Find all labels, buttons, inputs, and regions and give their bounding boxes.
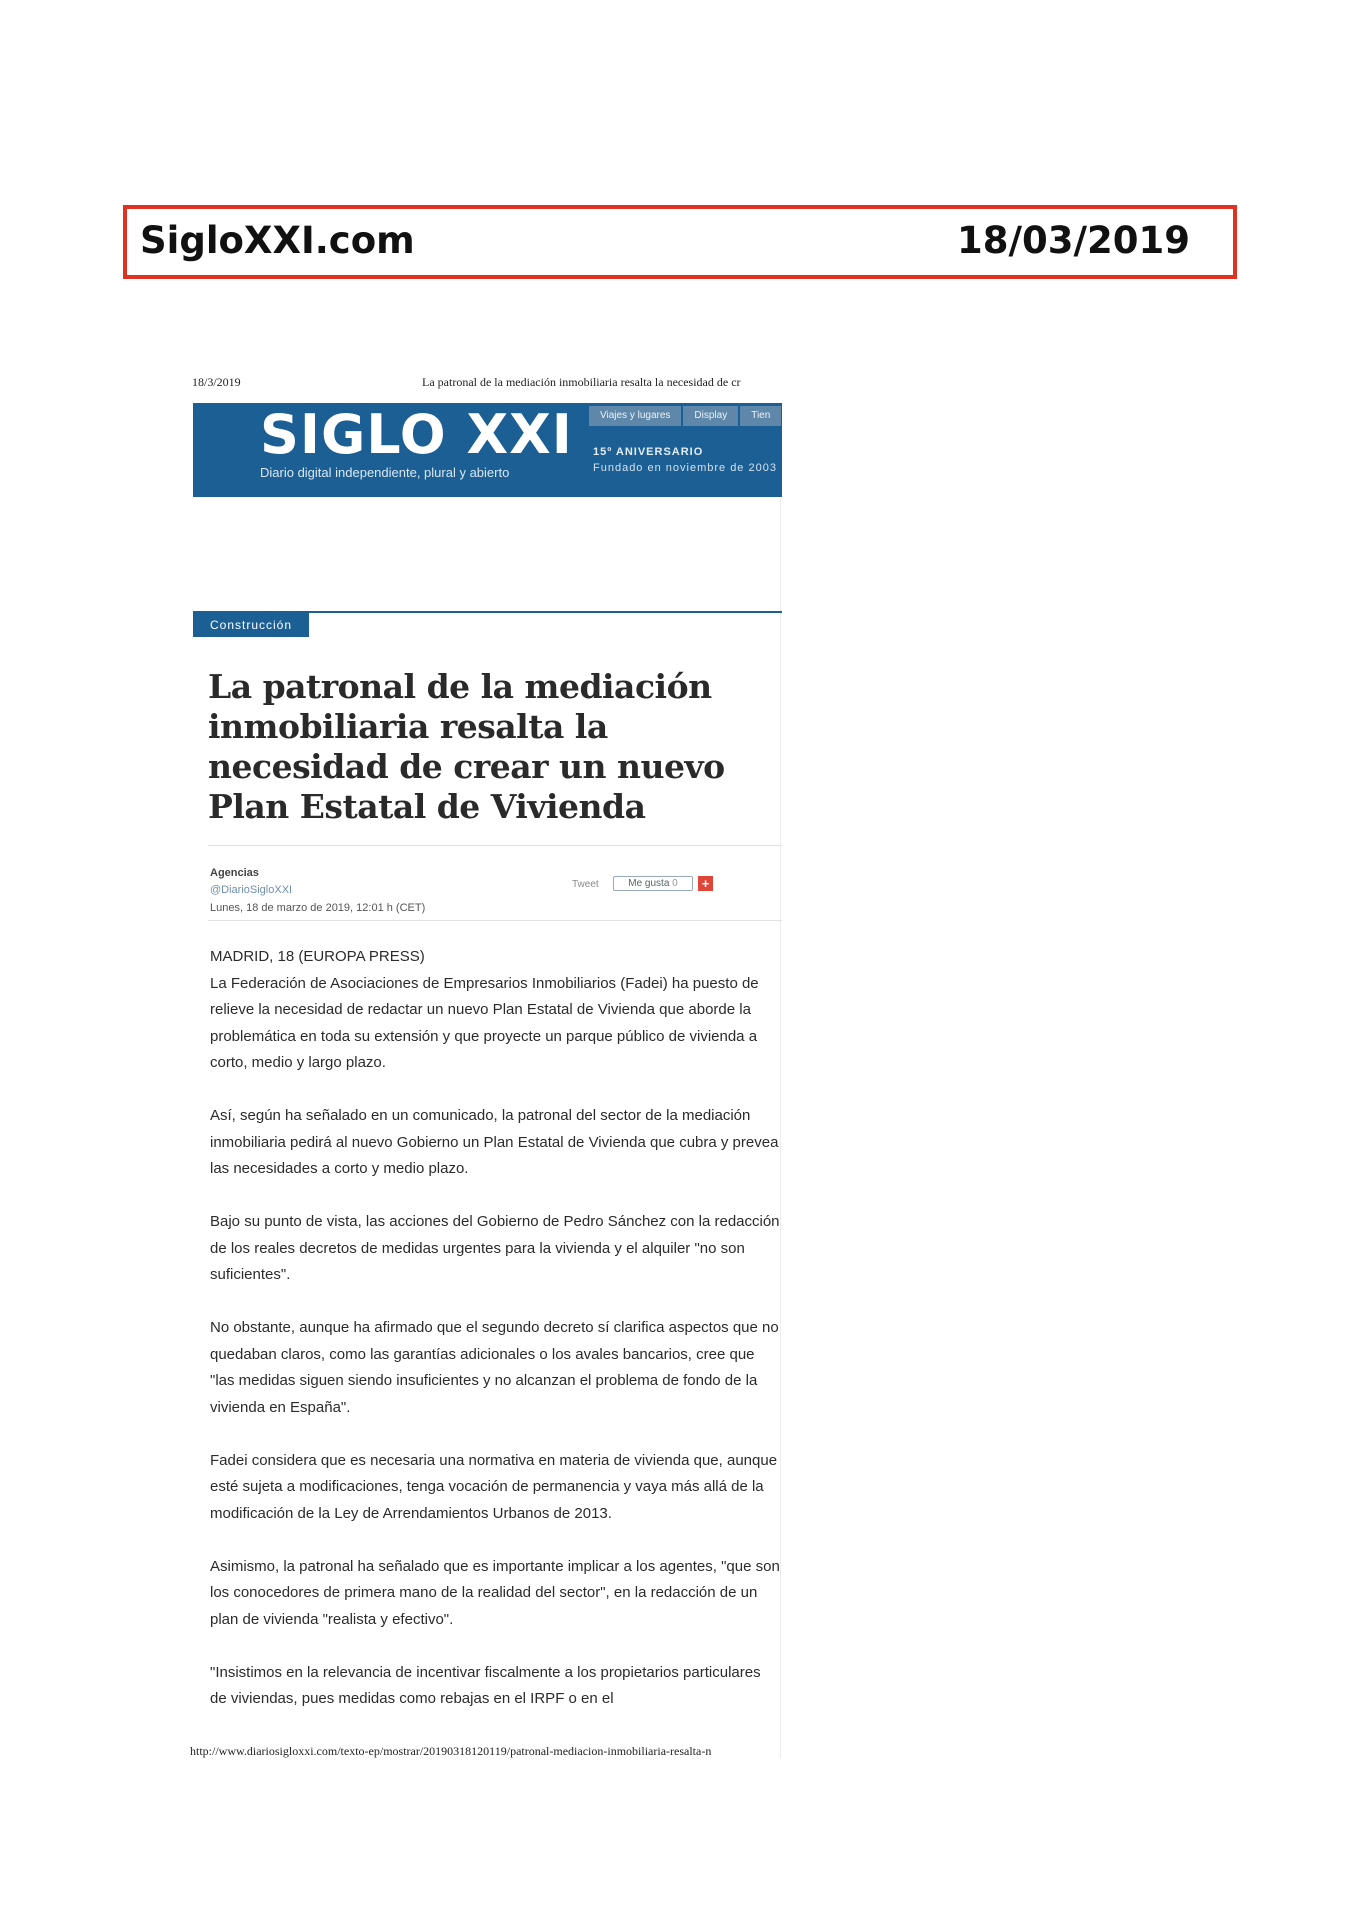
article-paragraph: Fadei considera que es necesaria una normativa en materia de vivienda que, aunque esté sujeta a modificaciones, tenga vocación de permanencia y vaya más allá de la modificación de la Ley de Arrendamientos Urbanos de 2013. [210, 1451, 778, 1522]
like-count: 0 [672, 878, 678, 889]
article-paragraph: La Federación de Asociaciones de Empresarios Inmobiliarios (Fadei) ha puesto de relieve la necesidad de redactar un nuevo Plan Estatal de Vivienda que aborde la problemática en toda su extensión y que proyecte un parque público de vivienda a corto, medio y largo plazo. [210, 974, 759, 1071]
like-label: Me gusta [628, 878, 670, 889]
content-border [780, 498, 781, 1758]
article-paragraph: Así, según ha señalado en un comunicado, la patronal del sector de la mediación inmobiliaria pedirá al nuevo Gobierno un Plan Estatal de Vivienda que cubra y prevea las necesidades a corto y medio plazo. [210, 1107, 779, 1177]
article-headline: La patronal de la mediación inmobiliaria resalta la necesidad de crear un nuevo Plan Estatal de Vivienda [208, 667, 725, 826]
site-tagline: Diario digital independiente, plural y abierto [260, 465, 510, 480]
article-body [210, 944, 780, 1739]
byline-author: Agencias [210, 867, 259, 879]
byline-date: Lunes, 18 de marzo de 2019, 12:01 h (CET) [210, 902, 426, 914]
site-banner [193, 403, 782, 497]
founded-label: Fundado en noviembre de 2003 [593, 462, 777, 474]
article-paragraph: "Insistimos en la relevancia de incentivar fiscalmente a los propietarios particulares de viviendas, pues medidas como rebajas en el IRPF o en el [210, 1663, 761, 1707]
byline-divider-bottom [208, 920, 782, 921]
section-tab[interactable]: Construcción [193, 613, 309, 637]
share-plus-button[interactable]: + [698, 876, 713, 891]
print-footer-url: http://www.diariosigloxxi.com/texto-ep/mostrar/20190318120119/patronal-mediacion-inmobiliaria-resalta-n [190, 1744, 712, 1758]
byline-handle[interactable]: @DiarioSigloXXI [210, 884, 293, 896]
print-date: 18/3/2019 [192, 375, 241, 389]
byline-divider-top [208, 845, 782, 846]
banner-nav [589, 406, 782, 426]
printed-page [190, 375, 782, 1775]
like-button[interactable] [613, 876, 693, 891]
clipping-source: SigloXXI.com [140, 219, 415, 262]
article-dateline: MADRID, 18 (EUROPA PRESS) [210, 948, 425, 965]
tweet-button[interactable]: Tweet [572, 879, 599, 890]
anniversary-label: 15º ANIVERSARIO [593, 446, 704, 458]
clipping-date: 18/03/2019 [957, 219, 1190, 262]
print-title: La patronal de la mediación inmobiliaria resalta la necesidad de cr [422, 375, 741, 389]
nav-item-display[interactable]: Display [683, 406, 738, 426]
article-paragraph: Bajo su punto de vista, las acciones del Gobierno de Pedro Sánchez con la redacción de los reales decretos de medidas urgentes para la vivienda y el alquiler "no son suficientes". [210, 1213, 780, 1283]
nav-item-tienda[interactable]: Tien [740, 406, 781, 426]
site-logo[interactable]: SIGLO XXI [260, 403, 573, 466]
nav-item-viajes[interactable]: Viajes y lugares [589, 406, 681, 426]
article-paragraph: No obstante, aunque ha afirmado que el segundo decreto sí clarifica aspectos que no quedaban claros, como las garantías adicionales o los avales bancarios, cree que "las medidas siguen siendo insuficientes y no alcanzan el problema de fondo de la vivienda en España". [210, 1319, 779, 1416]
article-paragraph: Asimismo, la patronal ha señalado que es importante implicar a los agentes, "que son los conocedores de primera mano de la realidad del sector", en la redacción de un plan de vivienda "realista y efectivo". [210, 1557, 780, 1628]
